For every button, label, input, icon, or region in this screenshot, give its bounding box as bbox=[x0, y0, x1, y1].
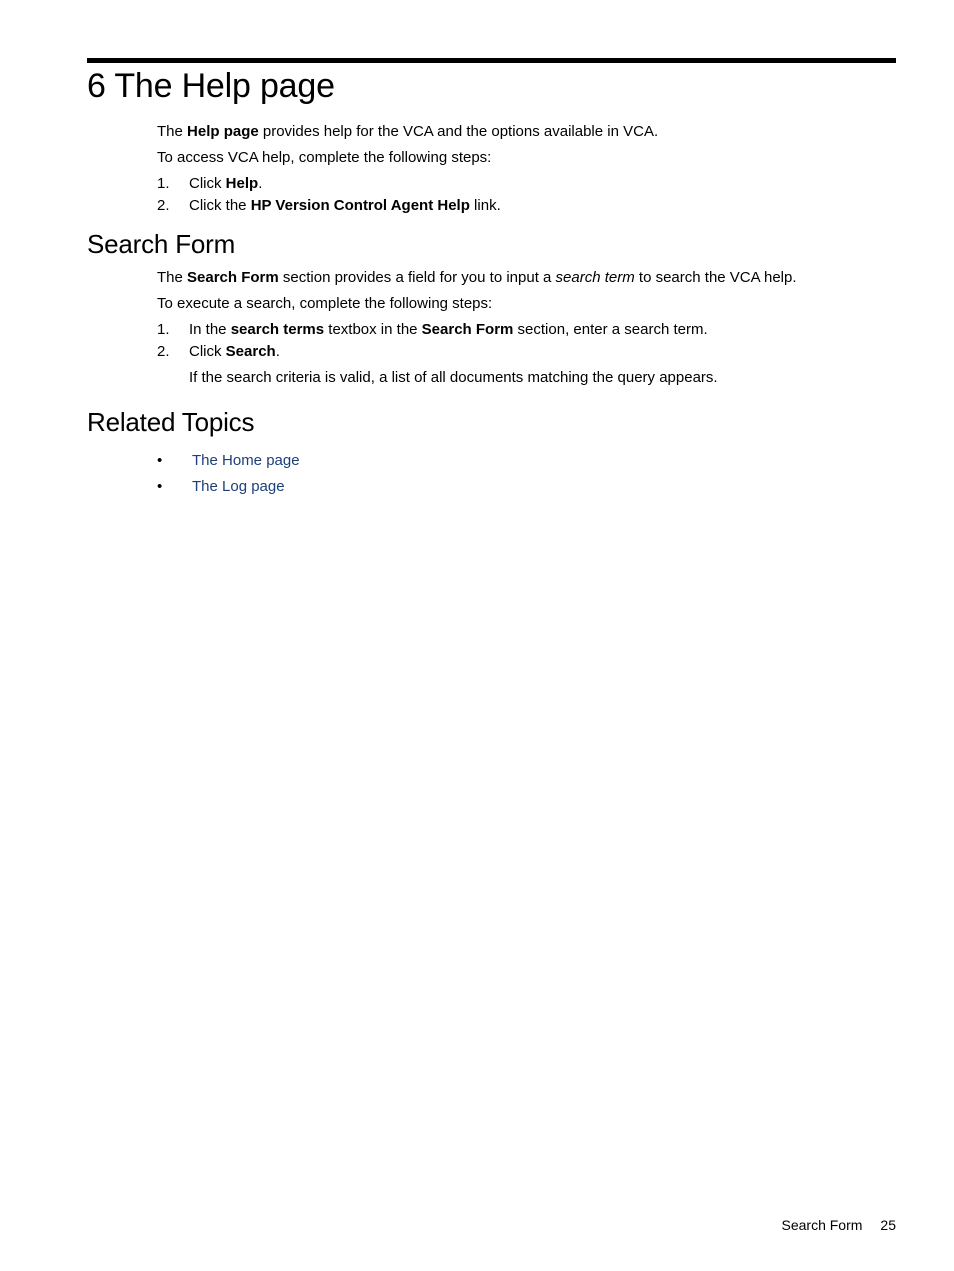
related-topics-heading: Related Topics bbox=[87, 407, 255, 437]
step-text: Click the HP Version Control Agent Help link. bbox=[189, 197, 501, 214]
step-number: 2. bbox=[157, 343, 170, 360]
search-form-description: The Search Form section provides a field for you to input a search term to search the VCA help. bbox=[157, 269, 797, 286]
step-number: 1. bbox=[157, 175, 170, 192]
chapter-title: 6 The Help page bbox=[87, 67, 335, 105]
home-page-link[interactable]: The Home page bbox=[192, 452, 300, 469]
page-footer bbox=[782, 1215, 897, 1235]
intro-paragraph: The Help page provides help for the VCA and the options available in VCA. bbox=[157, 123, 659, 140]
search-instructions: To execute a search, complete the following steps: bbox=[157, 295, 493, 312]
footer-section-name: Search Form bbox=[781, 1217, 863, 1233]
step-number: 2. bbox=[157, 197, 170, 214]
step-text: Click Search. bbox=[189, 343, 280, 360]
step-number: 1. bbox=[157, 321, 170, 338]
bullet-icon: • bbox=[157, 478, 163, 495]
bullet-icon: • bbox=[157, 452, 163, 469]
access-instructions: To access VCA help, complete the following steps: bbox=[157, 149, 492, 166]
search-form-heading: Search Form bbox=[87, 229, 236, 259]
step-text: In the search terms textbox in the Search Form section, enter a search term. bbox=[189, 321, 708, 338]
step-text: Click Help. bbox=[189, 175, 263, 192]
chapter-rule bbox=[87, 58, 896, 63]
page-number: 25 bbox=[880, 1217, 896, 1233]
log-page-link[interactable]: The Log page bbox=[192, 478, 285, 495]
help-page-term: Help page bbox=[187, 123, 259, 140]
search-result-note: If the search criteria is valid, a list of all documents matching the query appears. bbox=[189, 369, 718, 386]
